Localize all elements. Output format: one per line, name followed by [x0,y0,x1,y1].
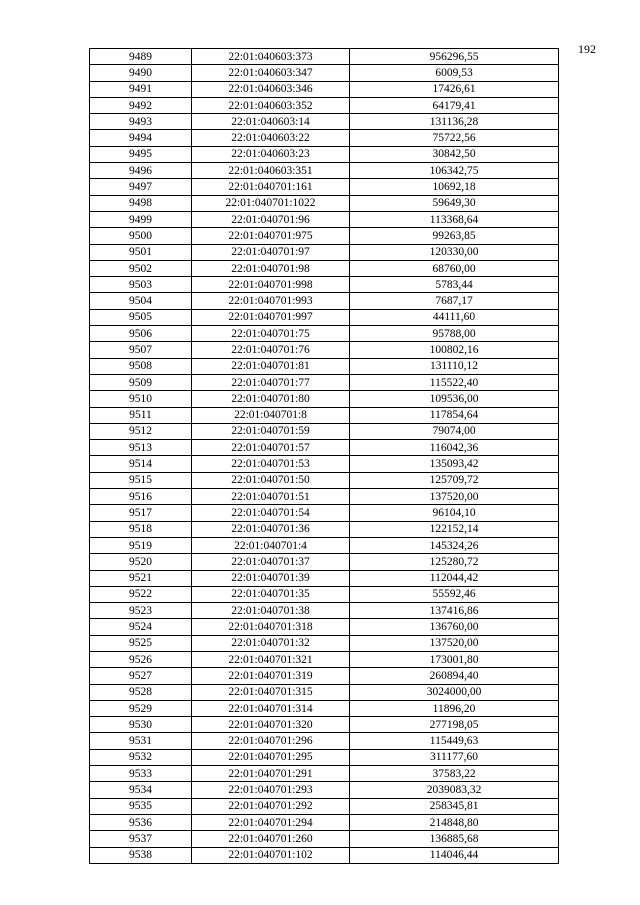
cadastral-number-cell: 22:01:040701:1022 [192,195,350,211]
value-cell: 75722,56 [350,130,559,146]
value-cell: 122152,14 [350,521,559,537]
cadastral-number-cell: 22:01:040603:23 [192,146,350,162]
row-number-cell: 9494 [90,130,192,146]
cadastral-number-cell: 22:01:040701:50 [192,472,350,488]
cadastral-number-cell: 22:01:040701:291 [192,766,350,782]
cadastral-number-cell: 22:01:040701:54 [192,505,350,521]
value-cell: 145324,26 [350,537,559,553]
value-cell: 10692,18 [350,179,559,195]
row-number-cell: 9526 [90,651,192,667]
cadastral-number-cell: 22:01:040701:319 [192,668,350,684]
table-row [90,651,559,667]
value-cell: 68760,00 [350,260,559,276]
row-number-cell: 9511 [90,407,192,423]
value-cell: 112044,42 [350,570,559,586]
cadastral-number-cell: 22:01:040701:35 [192,586,350,602]
cadastral-number-cell: 22:01:040701:38 [192,603,350,619]
value-cell: 137520,00 [350,489,559,505]
cadastral-number-cell: 22:01:040603:351 [192,163,350,179]
cadastral-number-cell: 22:01:040701:97 [192,244,350,260]
value-cell: 311177,60 [350,749,559,765]
row-number-cell: 9537 [90,831,192,847]
row-number-cell: 9493 [90,114,192,130]
row-number-cell: 9507 [90,342,192,358]
row-number-cell: 9518 [90,521,192,537]
table-row [90,684,559,700]
value-cell: 137520,00 [350,635,559,651]
row-number-cell: 9520 [90,554,192,570]
table-row [90,49,559,65]
value-cell: 258345,81 [350,798,559,814]
value-cell: 117854,64 [350,407,559,423]
table-row [90,733,559,749]
row-number-cell: 9530 [90,717,192,733]
row-number-cell: 9508 [90,358,192,374]
value-cell: 17426,61 [350,81,559,97]
cadastral-number-cell: 22:01:040701:998 [192,277,350,293]
cadastral-number-cell: 22:01:040701:36 [192,521,350,537]
cadastral-number-cell: 22:01:040701:4 [192,537,350,553]
cadastral-number-cell: 22:01:040701:75 [192,326,350,342]
value-cell: 115449,63 [350,733,559,749]
value-cell: 64179,41 [350,97,559,113]
value-cell: 114046,44 [350,847,559,863]
row-number-cell: 9502 [90,260,192,276]
value-cell: 136760,00 [350,619,559,635]
table-row [90,537,559,553]
cadastral-number-cell: 22:01:040701:77 [192,374,350,390]
table-row [90,814,559,830]
row-number-cell: 9509 [90,374,192,390]
cadastral-number-cell: 22:01:040701:98 [192,260,350,276]
table-row [90,766,559,782]
table-row [90,603,559,619]
row-number-cell: 9522 [90,586,192,602]
registry-table-body [90,49,559,864]
cadastral-number-cell: 22:01:040701:8 [192,407,350,423]
row-number-cell: 9496 [90,163,192,179]
cadastral-number-cell: 22:01:040701:32 [192,635,350,651]
table-row [90,211,559,227]
table-row [90,831,559,847]
value-cell: 109536,00 [350,391,559,407]
row-number-cell: 9505 [90,309,192,325]
cadastral-number-cell: 22:01:040701:57 [192,440,350,456]
table-row [90,130,559,146]
table-row [90,505,559,521]
table-row [90,179,559,195]
cadastral-number-cell: 22:01:040701:975 [192,228,350,244]
value-cell: 3024000,00 [350,684,559,700]
table-row [90,326,559,342]
table-row [90,81,559,97]
value-cell: 79074,00 [350,423,559,439]
row-number-cell: 9529 [90,700,192,716]
table-row [90,277,559,293]
value-cell: 125280,72 [350,554,559,570]
value-cell: 11896,20 [350,700,559,716]
row-number-cell: 9495 [90,146,192,162]
cadastral-number-cell: 22:01:040701:314 [192,700,350,716]
row-number-cell: 9490 [90,65,192,81]
value-cell: 120330,00 [350,244,559,260]
cadastral-number-cell: 22:01:040701:321 [192,651,350,667]
row-number-cell: 9533 [90,766,192,782]
table-row [90,146,559,162]
table-row [90,65,559,81]
value-cell: 37583,22 [350,766,559,782]
row-number-cell: 9521 [90,570,192,586]
cadastral-number-cell: 22:01:040701:292 [192,798,350,814]
cadastral-number-cell: 22:01:040701:997 [192,309,350,325]
cadastral-number-cell: 22:01:040701:80 [192,391,350,407]
cadastral-number-cell: 22:01:040701:96 [192,211,350,227]
cadastral-number-cell: 22:01:040701:102 [192,847,350,863]
row-number-cell: 9516 [90,489,192,505]
cadastral-number-cell: 22:01:040701:39 [192,570,350,586]
table-row [90,554,559,570]
row-number-cell: 9535 [90,798,192,814]
table-row [90,195,559,211]
cadastral-number-cell: 22:01:040701:293 [192,782,350,798]
value-cell: 55592,46 [350,586,559,602]
row-number-cell: 9517 [90,505,192,521]
table-row [90,391,559,407]
row-number-cell: 9506 [90,326,192,342]
cadastral-number-cell: 22:01:040701:81 [192,358,350,374]
table-row [90,97,559,113]
value-cell: 131136,28 [350,114,559,130]
table-row [90,798,559,814]
table-row [90,293,559,309]
row-number-cell: 9525 [90,635,192,651]
table-row [90,717,559,733]
value-cell: 96104,10 [350,505,559,521]
value-cell: 5783,44 [350,277,559,293]
cadastral-number-cell: 22:01:040701:296 [192,733,350,749]
value-cell: 2039083,32 [350,782,559,798]
row-number-cell: 9538 [90,847,192,863]
cadastral-number-cell: 22:01:040701:320 [192,717,350,733]
row-number-cell: 9536 [90,814,192,830]
value-cell: 135093,42 [350,456,559,472]
table-row [90,342,559,358]
table-row [90,586,559,602]
value-cell: 6009,53 [350,65,559,81]
value-cell: 125709,72 [350,472,559,488]
table-row [90,309,559,325]
cadastral-number-cell: 22:01:040701:53 [192,456,350,472]
row-number-cell: 9504 [90,293,192,309]
value-cell: 137416,86 [350,603,559,619]
table-row [90,358,559,374]
row-number-cell: 9515 [90,472,192,488]
value-cell: 116042,36 [350,440,559,456]
cadastral-number-cell: 22:01:040603:14 [192,114,350,130]
row-number-cell: 9503 [90,277,192,293]
value-cell: 173001,80 [350,651,559,667]
table-row [90,472,559,488]
row-number-cell: 9499 [90,211,192,227]
row-number-cell: 9492 [90,97,192,113]
row-number-cell: 9531 [90,733,192,749]
row-number-cell: 9514 [90,456,192,472]
table-row [90,635,559,651]
row-number-cell: 9534 [90,782,192,798]
row-number-cell: 9524 [90,619,192,635]
value-cell: 7687,17 [350,293,559,309]
table-row [90,423,559,439]
table-row [90,163,559,179]
row-number-cell: 9527 [90,668,192,684]
table-row [90,244,559,260]
registry-table [89,48,559,864]
table-row [90,114,559,130]
table-row [90,456,559,472]
cadastral-number-cell: 22:01:040603:347 [192,65,350,81]
cadastral-number-cell: 22:01:040603:352 [192,97,350,113]
cadastral-number-cell: 22:01:040701:37 [192,554,350,570]
value-cell: 136885,68 [350,831,559,847]
table-row [90,521,559,537]
table-row [90,847,559,863]
value-cell: 260894,40 [350,668,559,684]
cadastral-number-cell: 22:01:040603:346 [192,81,350,97]
row-number-cell: 9512 [90,423,192,439]
row-number-cell: 9513 [90,440,192,456]
value-cell: 44111,60 [350,309,559,325]
value-cell: 956296,55 [350,49,559,65]
value-cell: 113368,64 [350,211,559,227]
cadastral-number-cell: 22:01:040701:315 [192,684,350,700]
cadastral-number-cell: 22:01:040701:993 [192,293,350,309]
row-number-cell: 9497 [90,179,192,195]
cadastral-number-cell: 22:01:040701:294 [192,814,350,830]
row-number-cell: 9498 [90,195,192,211]
table-row [90,374,559,390]
row-number-cell: 9510 [90,391,192,407]
value-cell: 106342,75 [350,163,559,179]
table-row [90,668,559,684]
value-cell: 99263,85 [350,228,559,244]
table-row [90,228,559,244]
cadastral-number-cell: 22:01:040701:161 [192,179,350,195]
cadastral-number-cell: 22:01:040603:373 [192,49,350,65]
value-cell: 131110,12 [350,358,559,374]
cadastral-number-cell: 22:01:040701:295 [192,749,350,765]
row-number-cell: 9532 [90,749,192,765]
value-cell: 277198,05 [350,717,559,733]
value-cell: 95788,00 [350,326,559,342]
cadastral-number-cell: 22:01:040701:76 [192,342,350,358]
table-row [90,570,559,586]
row-number-cell: 9523 [90,603,192,619]
table-row [90,749,559,765]
value-cell: 59649,30 [350,195,559,211]
cadastral-number-cell: 22:01:040701:51 [192,489,350,505]
table-row [90,440,559,456]
row-number-cell: 9491 [90,81,192,97]
value-cell: 30842,50 [350,146,559,162]
row-number-cell: 9501 [90,244,192,260]
table-row [90,619,559,635]
row-number-cell: 9500 [90,228,192,244]
value-cell: 214848,80 [350,814,559,830]
table-row [90,489,559,505]
table-row [90,260,559,276]
cadastral-number-cell: 22:01:040701:59 [192,423,350,439]
page-number: 192 [578,42,596,56]
value-cell: 115522,40 [350,374,559,390]
row-number-cell: 9519 [90,537,192,553]
table-row [90,700,559,716]
table-row [90,782,559,798]
cadastral-number-cell: 22:01:040701:318 [192,619,350,635]
row-number-cell: 9528 [90,684,192,700]
cadastral-number-cell: 22:01:040603:22 [192,130,350,146]
row-number-cell: 9489 [90,49,192,65]
table-row [90,407,559,423]
cadastral-number-cell: 22:01:040701:260 [192,831,350,847]
value-cell: 100802,16 [350,342,559,358]
